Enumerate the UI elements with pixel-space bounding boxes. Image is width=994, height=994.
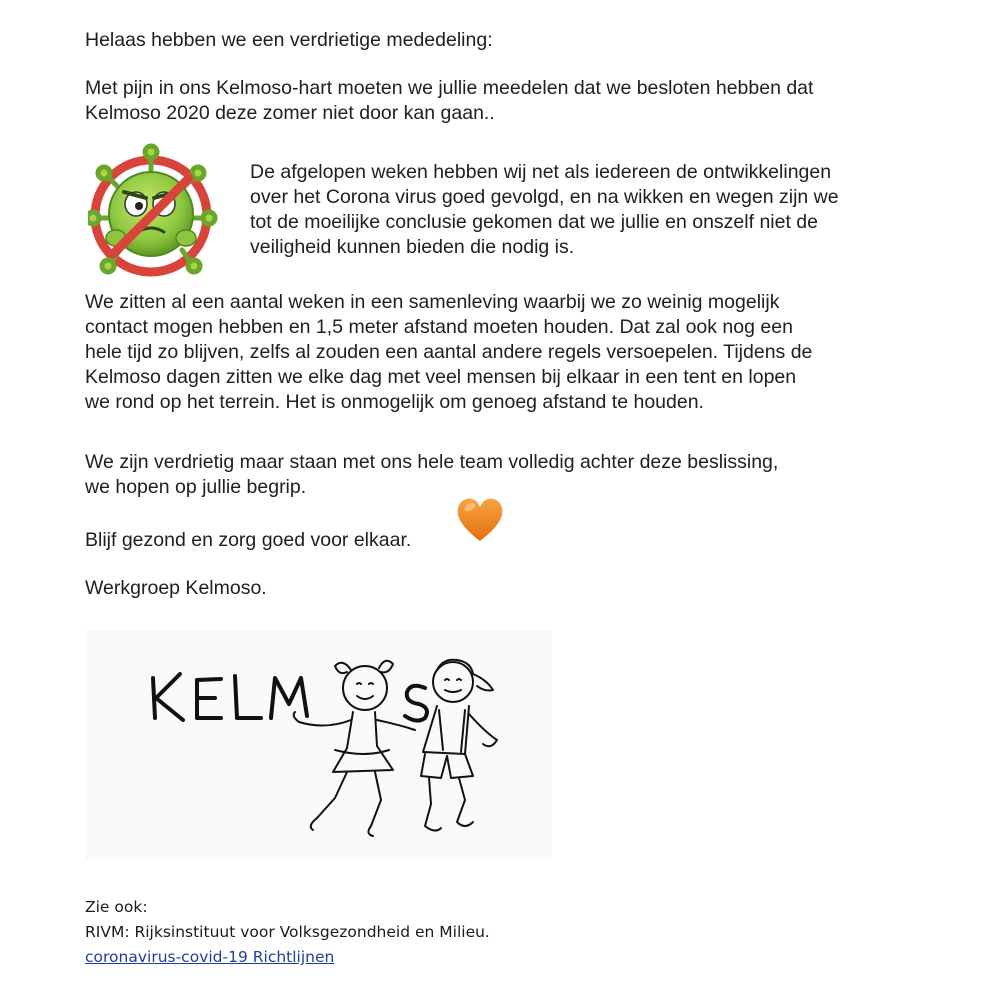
kelmoso-logo (85, 630, 552, 860)
virus-prohibited-icon (88, 142, 218, 282)
signature-text: Werkgroep Kelmoso. (85, 577, 267, 599)
text-line: tot de moeilijke conclusie gekomen dat we jullie en onszelf niet de (250, 211, 818, 233)
text-line: Met pijn in ons Kelmoso-hart moeten we jullie meedelen dat we besloten hebben dat (85, 77, 814, 99)
orange-heart-icon (454, 493, 506, 545)
text-line: veiligheid kunnen bieden die nodig is. (250, 236, 575, 258)
closing-text: Blijf gezond en zorg goed voor elkaar. (85, 529, 412, 551)
text-line: We zitten al een aantal weken in een samenleving waarbij we zo weinig mogelijk (85, 291, 780, 313)
see-also-label: Zie ook: (85, 898, 148, 916)
text-line: over het Corona virus goed gevolgd, en na wikken en wegen zijn we (250, 186, 839, 208)
text-line: we hopen op jullie begrip. (85, 476, 307, 498)
text-line: we rond op het terrein. Het is onmogelijk om genoeg afstand te houden. (85, 391, 704, 413)
text-line: contact mogen hebben en 1,5 meter afstand moeten houden. Dat zal ook nog een (85, 316, 793, 338)
guidelines-link[interactable]: coronavirus-covid-19 Richtlijnen (85, 948, 335, 966)
paragraph-decision (85, 450, 778, 500)
guidelines-link-wrapper (85, 945, 334, 970)
text-line: De afgelopen weken hebben wij net als iedereen de ontwikkelingen (250, 161, 832, 183)
paragraph-announcement (85, 76, 813, 126)
paragraph-covid-reason (250, 160, 839, 260)
intro-text: Helaas hebben we een verdrietige mededeling: (85, 29, 493, 51)
paragraph-distance (85, 290, 812, 415)
text-line: We zijn verdrietig maar staan met ons hele team volledig achter deze beslissing, (85, 451, 779, 473)
text-line: hele tijd zo blijven, zelfs al zouden een aantal andere regels versoepelen. Tijdens de (85, 341, 813, 363)
rivm-text: RIVM: Rijksinstituut voor Volksgezondheid en Milieu. (85, 923, 490, 941)
text-line: Kelmoso 2020 deze zomer niet door kan gaan.. (85, 102, 495, 124)
text-line: Kelmoso dagen zitten we elke dag met veel mensen bij elkaar in een tent en lopen (85, 366, 797, 388)
